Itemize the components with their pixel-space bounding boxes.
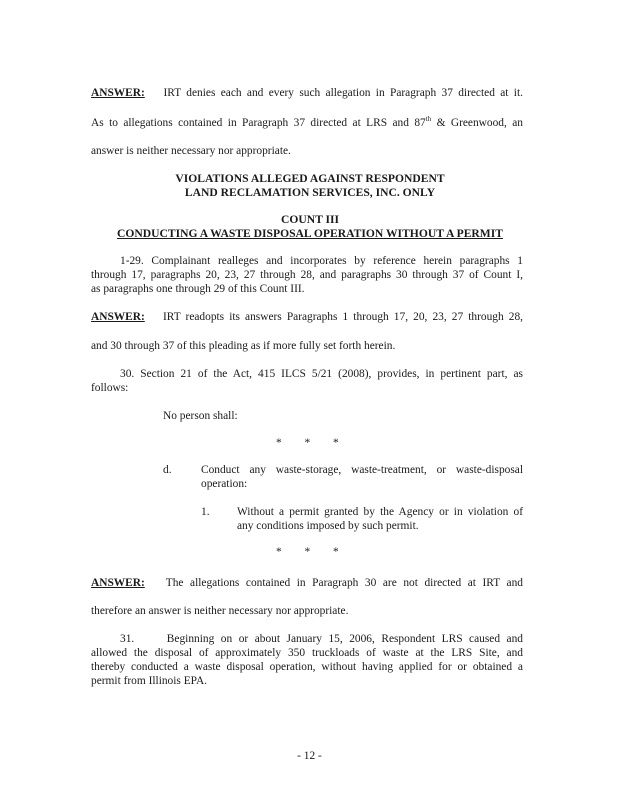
section-heading-line-1: VIOLATIONS ALLEGED AGAINST RESPONDENT [175,172,445,185]
answer-1-line-1: ANSWER: IRT denies each and every such allegation in Paragraph 37 directed at it. [91,87,523,99]
quote-intro: No person shall: [163,410,238,422]
count-title: COUNT III [280,213,340,226]
para-30-line-2: follows: [91,382,129,394]
item-1-label: 1. [201,506,210,518]
item-1-line-2: any conditions imposed by such permit. [237,520,419,532]
answer-label: ANSWER: [91,577,145,589]
answer-label: ANSWER: [91,87,145,99]
answer-1-line-2: As to allegations contained in Paragraph 37 directed at LRS and 87th & Greenwood, an [91,115,523,129]
page-number: - 12 - [297,750,322,762]
answer-label: ANSWER: [91,311,145,323]
para-1-29-line-2: through 17, paragraphs 20, 23, 27 through 28, and paragraphs 30 through 37 of Count I, [91,269,523,281]
ellipsis-stars-1: * * * [276,437,339,449]
para-1-29-line-3: as paragraphs one through 29 of this Count III. [91,283,305,295]
para-1-29-line-1: 1-29. Complainant realleges and incorporates by reference herein paragraphs 1 [120,255,523,267]
section-heading-line-2: LAND RECLAMATION SERVICES, INC. ONLY [184,186,436,199]
item-1-line-1: Without a permit granted by the Agency or in violation of [237,506,523,518]
answer-3-line-1: ANSWER: The allegations contained in Paragraph 30 are not directed at IRT and [91,577,523,589]
para-31-line-1: 31. Beginning on or about January 15, 2006, Respondent LRS caused and [120,633,523,645]
para-30-line-1: 30. Section 21 of the Act, 415 ILCS 5/21 (2008), provides, in pertinent part, as [120,368,523,380]
answer-1-line-3: answer is neither necessary nor appropriate. [91,145,291,157]
answer-2-line-2: and 30 through 37 of this pleading as if more fully set forth herein. [91,340,396,352]
count-subtitle: CONDUCTING A WASTE DISPOSAL OPERATION WITHOUT A PERMIT [116,227,503,240]
answer-2-line-1: ANSWER: IRT readopts its answers Paragraphs 1 through 17, 20, 23, 27 through 28, [91,311,523,323]
answer-3-line-2: therefore an answer is neither necessary nor appropriate. [91,605,349,617]
item-d-line-2: operation: [201,478,248,490]
para-31-line-3: thereby conducted a waste disposal operation, without having applied for or obtained a [91,661,523,673]
item-d-label: d. [163,464,172,476]
para-31-line-4: permit from Illinois EPA. [91,675,208,687]
para-31-line-2: allowed the disposal of approximately 350 truckloads of waste at the LRS Site, and [91,647,523,659]
ellipsis-stars-2: * * * [276,546,339,558]
item-d-line-1: Conduct any waste-storage, waste-treatment, or waste-disposal [201,464,523,476]
